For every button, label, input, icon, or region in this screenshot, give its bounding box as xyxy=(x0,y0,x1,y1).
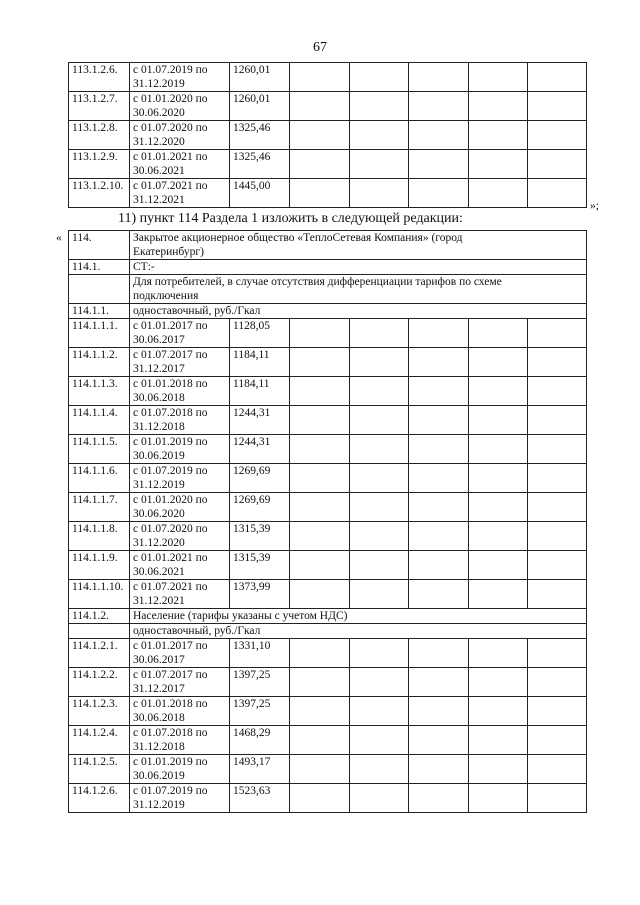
value-cell: 1244,31 xyxy=(230,406,290,435)
description-cell xyxy=(130,304,587,319)
value-cell: 1373,99 xyxy=(230,580,290,609)
period-cell xyxy=(130,319,230,348)
code-cell: 113.1.2.7. xyxy=(69,92,130,121)
cell-text-line: подключения xyxy=(133,290,199,302)
period-cell xyxy=(130,668,230,697)
cell-text-line: с 01.07.2017 по xyxy=(133,349,208,361)
empty-cell xyxy=(409,435,469,464)
cell-text-line: 30.06.2021 xyxy=(133,566,185,578)
cell-text-line: 31.12.2020 xyxy=(133,537,185,549)
cell-text-line: с 01.07.2020 по xyxy=(133,122,208,134)
empty-cell xyxy=(409,92,469,121)
empty-cell xyxy=(409,580,469,609)
tariff-table-113 xyxy=(68,62,587,208)
code-cell: 114.1.1.3. xyxy=(69,377,130,406)
table-row xyxy=(69,275,587,304)
cell-text-line: с 01.07.2021 по xyxy=(133,581,208,593)
table-row xyxy=(69,435,587,464)
table-row xyxy=(69,726,587,755)
value-cell: 1315,39 xyxy=(230,551,290,580)
cell-text-line: с 01.07.2019 по xyxy=(133,785,208,797)
empty-cell xyxy=(469,493,528,522)
empty-cell xyxy=(469,179,528,208)
code-cell: 114.1.2.2. xyxy=(69,668,130,697)
cell-text-line: Для потребителей, в случае отсутствия дифференциации тарифов по схеме xyxy=(133,276,502,288)
code-cell: 114.1.1.6. xyxy=(69,464,130,493)
value-cell: 1397,25 xyxy=(230,697,290,726)
empty-cell xyxy=(528,464,587,493)
cell-text-line: 31.12.2021 xyxy=(133,194,185,206)
cell-text-line: с 01.01.2017 по xyxy=(133,320,208,332)
value-cell: 1269,69 xyxy=(230,464,290,493)
value-cell: 1397,25 xyxy=(230,668,290,697)
empty-cell xyxy=(409,179,469,208)
period-cell xyxy=(130,179,230,208)
tariff-table-114 xyxy=(68,230,587,813)
cell-text-line: 30.06.2019 xyxy=(133,770,185,782)
empty-cell xyxy=(350,580,409,609)
empty-cell xyxy=(528,121,587,150)
empty-cell xyxy=(350,522,409,551)
empty-cell xyxy=(290,755,350,784)
empty-cell xyxy=(469,406,528,435)
empty-cell xyxy=(528,493,587,522)
code-cell: 114.1.2.3. xyxy=(69,697,130,726)
empty-cell xyxy=(350,319,409,348)
empty-cell xyxy=(528,92,587,121)
cell-text-line: 31.12.2019 xyxy=(133,799,185,811)
empty-cell xyxy=(290,63,350,92)
period-cell xyxy=(130,726,230,755)
empty-cell xyxy=(469,522,528,551)
empty-cell xyxy=(290,92,350,121)
empty-cell xyxy=(528,784,587,813)
code-cell: 114.1.1.7. xyxy=(69,493,130,522)
empty-cell xyxy=(469,435,528,464)
section-heading: 11) пункт 114 Раздела 1 изложить в следующей редакции: xyxy=(118,211,463,226)
empty-cell xyxy=(409,121,469,150)
value-cell: 1325,46 xyxy=(230,150,290,179)
cell-text-line: Екатеринбург) xyxy=(133,246,204,258)
table-row xyxy=(69,406,587,435)
description-cell xyxy=(130,275,587,304)
empty-cell xyxy=(350,784,409,813)
empty-cell xyxy=(469,551,528,580)
value-cell: 1260,01 xyxy=(230,92,290,121)
empty-cell xyxy=(290,150,350,179)
period-cell xyxy=(130,377,230,406)
description-cell xyxy=(130,609,587,624)
code-cell: 114.1.1.2. xyxy=(69,348,130,377)
table-row xyxy=(69,260,587,275)
empty-cell xyxy=(469,726,528,755)
table-row xyxy=(69,150,587,179)
code-cell: 114.1.1.9. xyxy=(69,551,130,580)
empty-cell xyxy=(290,522,350,551)
description-cell xyxy=(130,231,587,260)
empty-cell xyxy=(350,493,409,522)
empty-cell xyxy=(469,580,528,609)
value-cell: 1184,11 xyxy=(230,348,290,377)
empty-cell xyxy=(528,63,587,92)
period-cell xyxy=(130,784,230,813)
code-cell: 114.1.1.4. xyxy=(69,406,130,435)
table-row xyxy=(69,668,587,697)
empty-cell xyxy=(350,63,409,92)
table-row xyxy=(69,304,587,319)
code-cell xyxy=(69,275,130,304)
empty-cell xyxy=(290,726,350,755)
empty-cell xyxy=(290,639,350,668)
value-cell: 1128,05 xyxy=(230,319,290,348)
period-cell xyxy=(130,464,230,493)
empty-cell xyxy=(350,726,409,755)
cell-text-line: 30.06.2018 xyxy=(133,712,185,724)
period-cell xyxy=(130,755,230,784)
description-cell xyxy=(130,624,587,639)
empty-cell xyxy=(409,464,469,493)
cell-text-line: 31.12.2017 xyxy=(133,363,185,375)
empty-cell xyxy=(469,639,528,668)
empty-cell xyxy=(528,435,587,464)
period-cell xyxy=(130,63,230,92)
empty-cell xyxy=(469,755,528,784)
cell-text-line: 31.12.2018 xyxy=(133,421,185,433)
cell-text-line: 31.12.2019 xyxy=(133,479,185,491)
empty-cell xyxy=(469,63,528,92)
cell-text-line: 30.06.2018 xyxy=(133,392,185,404)
empty-cell xyxy=(409,377,469,406)
empty-cell xyxy=(469,464,528,493)
value-cell: 1269,69 xyxy=(230,493,290,522)
code-cell: 114.1.1. xyxy=(69,304,130,319)
table-row xyxy=(69,551,587,580)
period-cell xyxy=(130,580,230,609)
empty-cell xyxy=(528,755,587,784)
empty-cell xyxy=(350,697,409,726)
value-cell: 1493,17 xyxy=(230,755,290,784)
empty-cell xyxy=(290,406,350,435)
cell-text-line: с 01.01.2018 по xyxy=(133,698,208,710)
period-cell xyxy=(130,493,230,522)
cell-text-line: с 01.01.2019 по xyxy=(133,756,208,768)
cell-text-line: с 01.01.2017 по xyxy=(133,640,208,652)
period-cell xyxy=(130,92,230,121)
table-row xyxy=(69,522,587,551)
empty-cell xyxy=(290,348,350,377)
empty-cell xyxy=(350,551,409,580)
code-cell: 113.1.2.8. xyxy=(69,121,130,150)
period-cell xyxy=(130,348,230,377)
empty-cell xyxy=(528,406,587,435)
code-cell: 113.1.2.9. xyxy=(69,150,130,179)
empty-cell xyxy=(409,493,469,522)
code-cell: 113.1.2.6. xyxy=(69,63,130,92)
empty-cell xyxy=(350,435,409,464)
empty-cell xyxy=(290,464,350,493)
table-row xyxy=(69,179,587,208)
cell-text-line: одноставочный, руб./Гкал xyxy=(133,305,261,317)
cell-text-line: 31.12.2017 xyxy=(133,683,185,695)
opening-quote: « xyxy=(56,232,62,244)
empty-cell xyxy=(528,639,587,668)
empty-cell xyxy=(409,784,469,813)
table-row xyxy=(69,121,587,150)
empty-cell xyxy=(290,551,350,580)
empty-cell xyxy=(528,348,587,377)
cell-text-line: 31.12.2021 xyxy=(133,595,185,607)
cell-text-line: 30.06.2021 xyxy=(133,165,185,177)
empty-cell xyxy=(290,435,350,464)
cell-text-line: Закрытое акционерное общество «ТеплоСетевая Компания» (город xyxy=(133,232,463,244)
period-cell xyxy=(130,435,230,464)
cell-text-line: с 01.07.2021 по xyxy=(133,180,208,192)
table-row xyxy=(69,784,587,813)
empty-cell xyxy=(290,668,350,697)
table-row xyxy=(69,639,587,668)
empty-cell xyxy=(469,348,528,377)
empty-cell xyxy=(469,121,528,150)
empty-cell xyxy=(409,551,469,580)
empty-cell xyxy=(290,319,350,348)
empty-cell xyxy=(409,755,469,784)
code-cell: 114.1.1.10. xyxy=(69,580,130,609)
table-row xyxy=(69,580,587,609)
value-cell: 1184,11 xyxy=(230,377,290,406)
table-row xyxy=(69,493,587,522)
empty-cell xyxy=(350,755,409,784)
period-cell xyxy=(130,150,230,179)
code-cell: 114.1.1.8. xyxy=(69,522,130,551)
code-cell: 114. xyxy=(69,231,130,260)
empty-cell xyxy=(528,726,587,755)
cell-text-line: 30.06.2020 xyxy=(133,508,185,520)
empty-cell xyxy=(528,697,587,726)
empty-cell xyxy=(350,639,409,668)
empty-cell xyxy=(290,697,350,726)
empty-cell xyxy=(409,150,469,179)
cell-text-line: Население (тарифы указаны с учетом НДС) xyxy=(133,610,348,622)
empty-cell xyxy=(469,668,528,697)
cell-text-line: 31.12.2019 xyxy=(133,78,185,90)
cell-text-line: с 01.07.2017 по xyxy=(133,669,208,681)
empty-cell xyxy=(350,150,409,179)
empty-cell xyxy=(350,121,409,150)
code-cell: 114.1.2.4. xyxy=(69,726,130,755)
table-row xyxy=(69,92,587,121)
empty-cell xyxy=(290,493,350,522)
table-row xyxy=(69,624,587,639)
cell-text-line: с 01.07.2019 по xyxy=(133,465,208,477)
code-cell: 114.1.1.1. xyxy=(69,319,130,348)
value-cell: 1244,31 xyxy=(230,435,290,464)
cell-text-line: одноставочный, руб./Гкал xyxy=(133,625,261,637)
code-cell: 114.1.1.5. xyxy=(69,435,130,464)
code-cell: 114.1.2. xyxy=(69,609,130,624)
page-number: 67 xyxy=(313,40,327,55)
period-cell xyxy=(130,697,230,726)
table-row xyxy=(69,377,587,406)
description-cell xyxy=(130,260,587,275)
cell-text-line: с 01.01.2021 по xyxy=(133,552,208,564)
empty-cell xyxy=(528,551,587,580)
code-cell xyxy=(69,624,130,639)
code-cell: 114.1.2.6. xyxy=(69,784,130,813)
table-row xyxy=(69,755,587,784)
value-cell: 1331,10 xyxy=(230,639,290,668)
table-row xyxy=(69,464,587,493)
cell-text-line: 31.12.2020 xyxy=(133,136,185,148)
empty-cell xyxy=(290,377,350,406)
cell-text-line: с 01.01.2020 по xyxy=(133,494,208,506)
cell-text-line: с 01.07.2018 по xyxy=(133,407,208,419)
table-row xyxy=(69,609,587,624)
empty-cell xyxy=(350,348,409,377)
value-cell: 1325,46 xyxy=(230,121,290,150)
period-cell xyxy=(130,551,230,580)
empty-cell xyxy=(469,319,528,348)
empty-cell xyxy=(350,179,409,208)
empty-cell xyxy=(409,406,469,435)
empty-cell xyxy=(469,697,528,726)
code-cell: 113.1.2.10. xyxy=(69,179,130,208)
cell-text-line: 30.06.2017 xyxy=(133,654,185,666)
empty-cell xyxy=(469,92,528,121)
empty-cell xyxy=(409,697,469,726)
table-row xyxy=(69,319,587,348)
empty-cell xyxy=(528,377,587,406)
empty-cell xyxy=(409,319,469,348)
table-row xyxy=(69,348,587,377)
empty-cell xyxy=(528,150,587,179)
table-row xyxy=(69,231,587,260)
value-cell: 1445,00 xyxy=(230,179,290,208)
empty-cell xyxy=(469,150,528,179)
empty-cell xyxy=(528,522,587,551)
value-cell: 1260,01 xyxy=(230,63,290,92)
code-cell: 114.1.2.5. xyxy=(69,755,130,784)
code-cell: 114.1. xyxy=(69,260,130,275)
empty-cell xyxy=(528,179,587,208)
period-cell xyxy=(130,121,230,150)
empty-cell xyxy=(290,580,350,609)
empty-cell xyxy=(350,464,409,493)
cell-text-line: СТ:- xyxy=(133,261,155,273)
empty-cell xyxy=(409,726,469,755)
cell-text-line: 30.06.2017 xyxy=(133,334,185,346)
value-cell: 1523,63 xyxy=(230,784,290,813)
empty-cell xyxy=(409,63,469,92)
empty-cell xyxy=(469,377,528,406)
cell-text-line: 30.06.2020 xyxy=(133,107,185,119)
empty-cell xyxy=(290,121,350,150)
empty-cell xyxy=(528,668,587,697)
cell-text-line: с 01.01.2021 по xyxy=(133,151,208,163)
empty-cell xyxy=(350,668,409,697)
cell-text-line: с 01.07.2020 по xyxy=(133,523,208,535)
cell-text-line: с 01.01.2019 по xyxy=(133,436,208,448)
value-cell: 1468,29 xyxy=(230,726,290,755)
cell-text-line: с 01.01.2020 по xyxy=(133,93,208,105)
empty-cell xyxy=(350,406,409,435)
empty-cell xyxy=(409,668,469,697)
closing-quote: »; xyxy=(590,200,599,212)
cell-text-line: с 01.01.2018 по xyxy=(133,378,208,390)
period-cell xyxy=(130,406,230,435)
cell-text-line: с 01.07.2019 по xyxy=(133,64,208,76)
empty-cell xyxy=(469,784,528,813)
empty-cell xyxy=(350,377,409,406)
empty-cell xyxy=(409,348,469,377)
cell-text-line: 31.12.2018 xyxy=(133,741,185,753)
empty-cell xyxy=(290,179,350,208)
empty-cell xyxy=(528,580,587,609)
cell-text-line: с 01.07.2018 по xyxy=(133,727,208,739)
table-row xyxy=(69,697,587,726)
table-row xyxy=(69,63,587,92)
period-cell xyxy=(130,522,230,551)
value-cell: 1315,39 xyxy=(230,522,290,551)
empty-cell xyxy=(409,639,469,668)
empty-cell xyxy=(528,319,587,348)
empty-cell xyxy=(290,784,350,813)
period-cell xyxy=(130,639,230,668)
empty-cell xyxy=(350,92,409,121)
empty-cell xyxy=(409,522,469,551)
cell-text-line: 30.06.2019 xyxy=(133,450,185,462)
code-cell: 114.1.2.1. xyxy=(69,639,130,668)
